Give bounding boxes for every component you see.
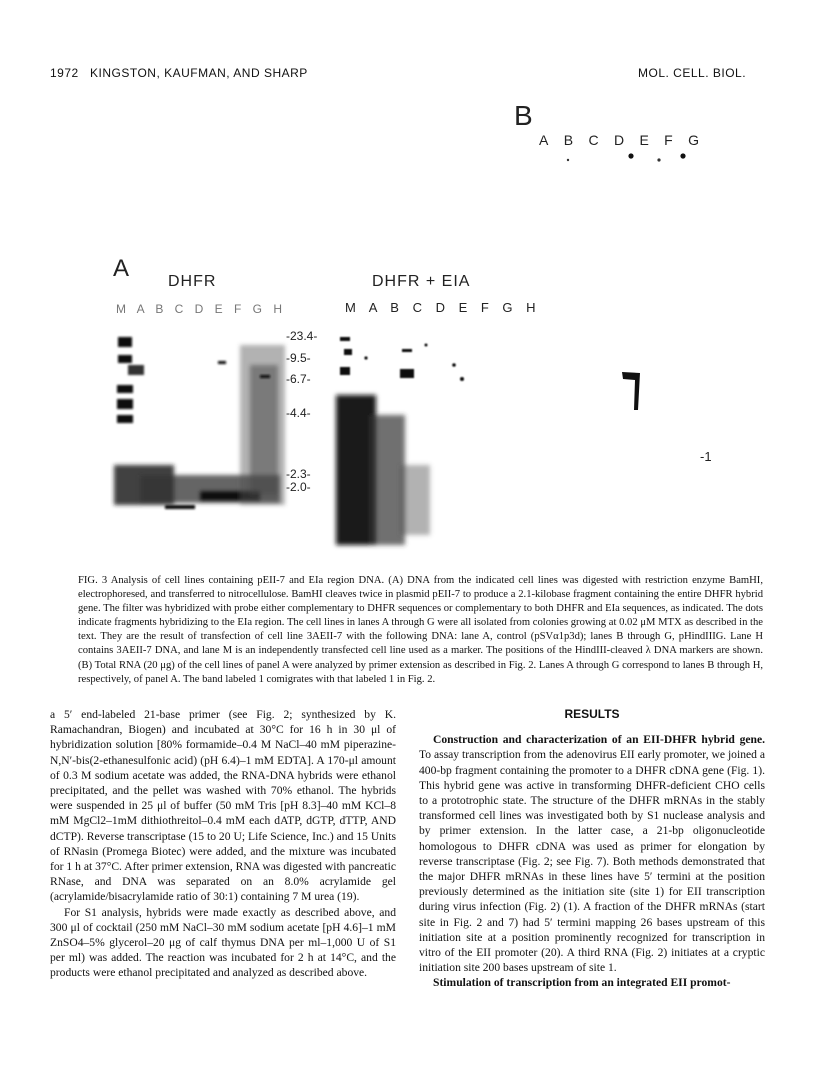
panel-a-title-dhfr: DHFR (168, 273, 217, 290)
marker-label: -4.4- (286, 406, 311, 420)
panel-a-left-lanes: M A B C D E F G H (116, 302, 287, 316)
marker-label: -9.5- (286, 351, 311, 365)
gel-dhfr (110, 315, 290, 555)
panel-b-band-label: -1 (700, 449, 712, 464)
lane-label: E (639, 132, 649, 148)
size-markers (286, 330, 317, 494)
marker-label: -2.3- (286, 467, 311, 481)
methods-paragraph: For S1 analysis, hybrids were made exactly as described above, and 300 μl of cocktail (250 mM NaCl–30 mM sodium acetate [pH 4.6]–1 mM ZnSO4–5% glycerol–20 μg of calf thymus DNA per ml–1,000 U of S1 per ml) was added. The reaction was incubated for 2 h at 14°C, and the products were ethanol precipitated and analyzed as described above. (50, 905, 396, 980)
panel-a-title-dhfr-eia: DHFR + EIA (372, 273, 471, 290)
figure-caption-text: Analysis of cell lines containing pEII-7 and EIa region DNA. (A) DNA from the indicated cell lines was digested with restriction enzyme BamHI, electrophoresed, and transferred to nitrocellulose. BamHI cleaves twice in plasmid pEII-7 to produce a 2.1-kilobase fragment containing the entire DHFR hybrid gene. The filter was hybridized with probe either complementary to DHFR sequences or complementary to both DHFR and EIa sequences, as indicated. The dots indicate fragments hybridizing to the EIa region. The cell lines in lanes A through G were all isolated from colonies growing at 0.02 μM MTX as described in the text. They are the result of transfection of cell line 3AEII-7 with the following DNA: lane A, control (pSVα1p3d); lanes B through G, pHindIIIG. Lane H contains 3AEII-7 DNA, and lane M is an independently transfected cell line used as a marker. The positions of the HindIII-cleaved λ DNA markers are shown. (B) Total RNA (20 μg) of the cell lines of panel A were analyzed by primer extension as described in Fig. 2. Lanes A through G correspond to lanes B through H, respectively, of panel A. The band labeled 1 comigrates with that labeled 1 in Fig. 2. (78, 575, 763, 685)
lane-label: C (588, 132, 599, 148)
figure-label: FIG. 3 (78, 575, 108, 586)
panel-b-dots (555, 148, 705, 168)
lane-label: F (664, 132, 673, 148)
subsection-heading: Stimulation of transcription from an integrated EII promot- (433, 976, 731, 990)
methods-paragraph: a 5′ end-labeled 21-base primer (see Fig. 2; synthesized by K. Ramachandran, Biogen) and incubated at 30°C for 16 h in 30 μl of hybridization solution [80% formamide–0.4 M NaCl–40 mM piperazine-N,N′-bis(2-ethanesulfonic acid) (pH 6.4)–1 mM EDTA]. A 170-μl amount of 0.3 M sodium acetate was added, the RNA-DNA hybrids were ethanol precipitated, and the pellet was washed with 70% ethanol. The hybrids were suspended in 25 μl of buffer (50 mM Tris [pH 8.3]–40 mM KCl–8 mM MgCl2–1mM dithiothreitol–0.4 mM each dATP, dGTP, dTTP, AND dCTP). Reverse transcriptase (15 to 20 U; Life Science, Inc.) and 15 Units of RNasin (Promega Biotec) were added, and the mixture was incubated for 1 h at 37°C. After primer extension, RNA was digested with pancreatic RNase, and DNA was separated on an 8.0% acrylamide gel (acrylamide/bisacrylamide ratio of 30:1) containing 7 M urea (19). (50, 708, 396, 904)
results-paragraph: To assay transcription from the adenovirus EII early promoter, we joined a 400-bp fragment containing the promoter to a DHFR cDNA gene (Fig. 1). This hybrid gene was active in transforming DHFR-deficient CHO cells to a prototrophic state. The structure of the DHFR mRNAs in the stably transformed cell lines was investigated both by S1 nuclease analysis and by primer extension. In the latter case, a 21-bp oligonucleotide homologous to DHFR cDNA was used as primer for elongation by reverse transcriptase (Fig. 2; see Fig. 7). Both methods demonstrated that the major DHFR mRNAs in these lines have 5′ termini at the position previously determined as the initiation site (site 1) for EII transcription during virus infection (Fig. 2) (1). A fraction of the DHFR mRNAs (start site in Fig. 2 and 7) had 5′ termini mapping 26 bases upstream of this initiation site at a position prominently recognized for transcription in vitro of the EII promoter (20). A third RNA (Fig. 2) initiates at a cryptic initiation site 200 bases upstream of site 1. (419, 748, 765, 975)
left-column (50, 707, 396, 981)
panel-b-lane-labels (539, 132, 699, 148)
panel-a-right-lanes: M A B C D E F G H (345, 300, 541, 315)
gel-dhfr-eia (330, 315, 480, 555)
lane-label: B (563, 132, 574, 148)
figure-caption (78, 574, 763, 687)
panel-a-letter: A (113, 255, 130, 282)
page-number: 1972 (50, 66, 79, 80)
panel-b-letter: B (514, 100, 533, 131)
lane-label: A (539, 132, 549, 148)
section-heading: RESULTS (564, 707, 620, 721)
lane-label: G (688, 132, 699, 148)
running-authors: KINGSTON, KAUFMAN, AND SHARP (90, 66, 308, 80)
marker-label: -2.0- (286, 480, 311, 494)
marker-label: -6.7- (286, 372, 311, 386)
journal-name: MOL. CELL. BIOL. (638, 66, 747, 80)
panel-b-band-1 (600, 360, 680, 420)
lane-label: D (613, 132, 625, 148)
subsection-heading: Construction and characterization of an EII-DHFR hybrid gene. (433, 733, 765, 747)
marker-label: -23.4- (286, 329, 318, 343)
right-column (419, 707, 765, 991)
